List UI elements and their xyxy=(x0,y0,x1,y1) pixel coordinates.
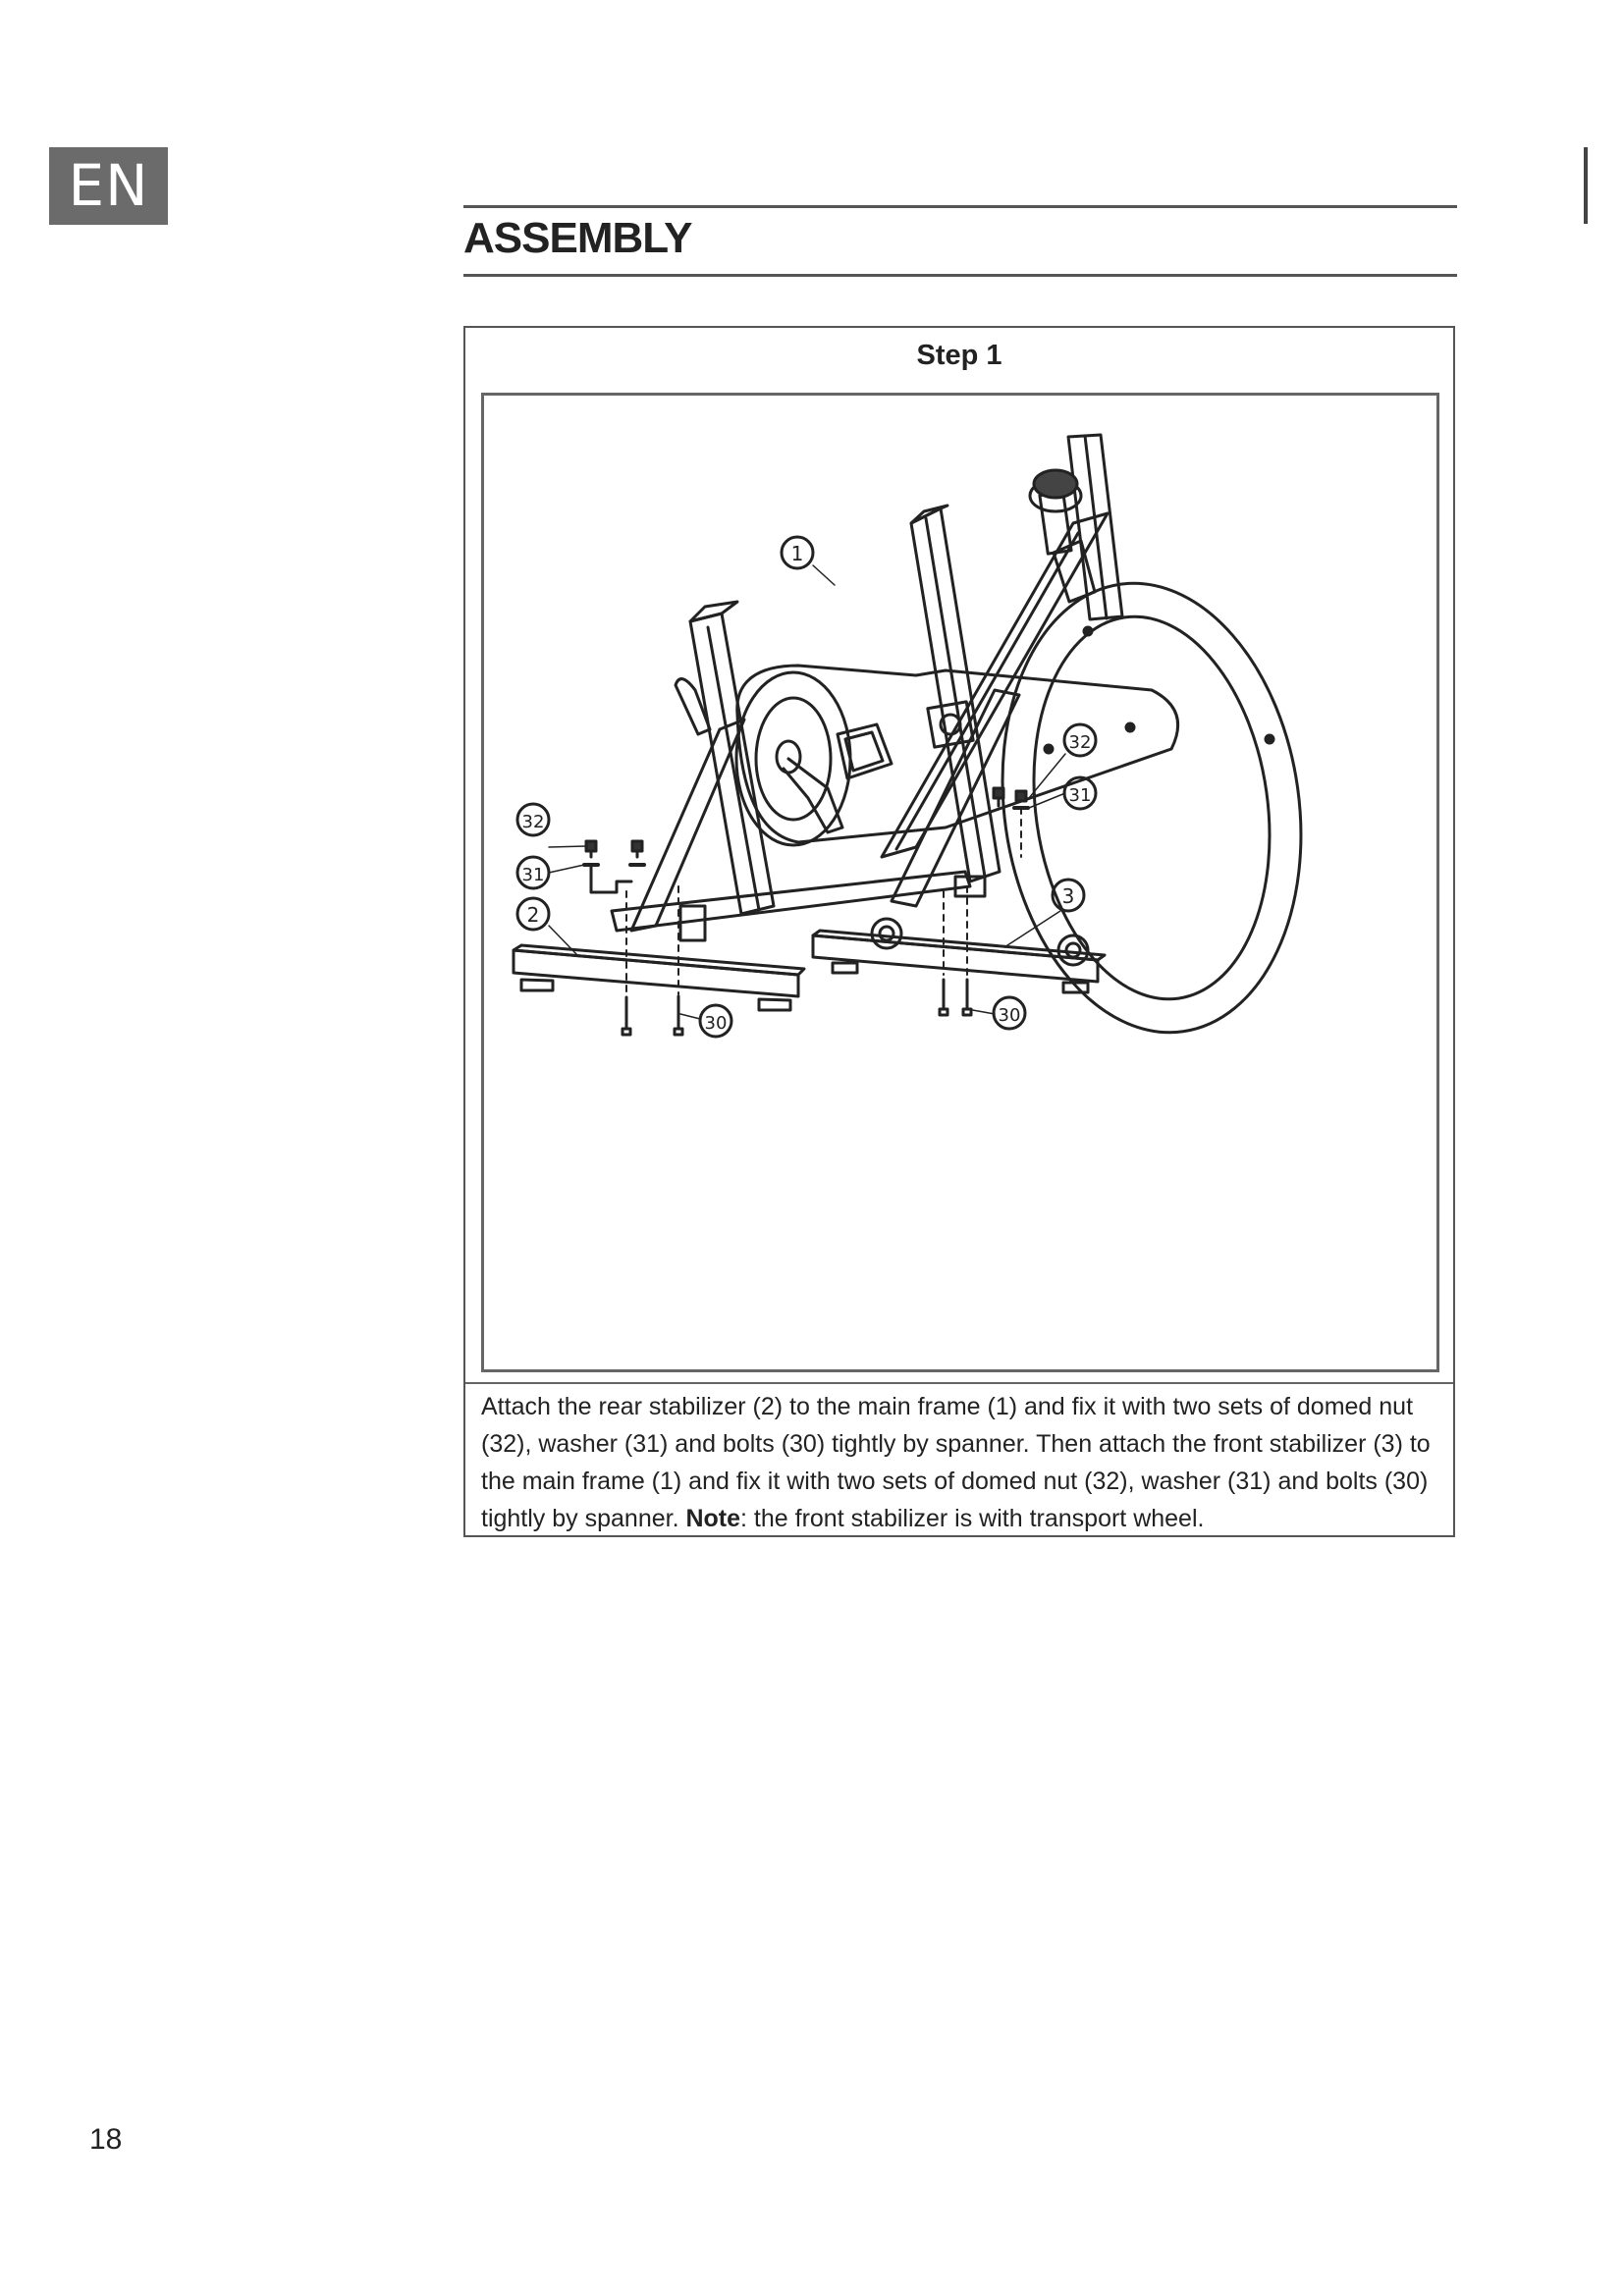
exercise-bike-drawing xyxy=(484,396,1436,1369)
front-fork-tube xyxy=(631,602,774,931)
callout-30-left-label: 30 xyxy=(704,1013,728,1034)
language-badge: EN xyxy=(49,147,168,225)
callout-3-label: 3 xyxy=(1061,884,1075,908)
chain-guard xyxy=(676,666,1178,845)
figure-text-separator xyxy=(465,1382,1453,1384)
step-box xyxy=(463,326,1455,1537)
rear-stabilizer xyxy=(514,945,804,1010)
callout-32-left-label: 32 xyxy=(521,812,545,832)
callout-2-label: 2 xyxy=(526,903,540,927)
front-stabilizer xyxy=(813,919,1105,992)
step-instructions xyxy=(481,1388,1443,1537)
step-title: Step 1 xyxy=(916,340,1002,371)
callout-31-right-label: 31 xyxy=(1068,785,1092,806)
callout-32-left xyxy=(517,804,549,835)
callout-31-left xyxy=(517,857,549,888)
callout-32-right-label: 32 xyxy=(1068,732,1092,753)
page-number: 18 xyxy=(89,2123,123,2156)
callout-30-right-label: 30 xyxy=(998,1005,1021,1026)
instructions-text-2: : the front stabilizer is with transport wheel. xyxy=(740,1505,1205,1532)
callout-1 xyxy=(782,537,813,568)
callout-2 xyxy=(517,898,549,930)
callout-31-left-label: 31 xyxy=(521,865,545,885)
section-title: ASSEMBLY xyxy=(463,214,692,262)
note-label: Note xyxy=(685,1505,741,1532)
title-rule-bottom xyxy=(463,274,1457,277)
callout-30-left xyxy=(700,1005,731,1037)
assembly-diagram xyxy=(481,393,1439,1372)
title-rule-top xyxy=(463,205,1457,208)
instructions-text-1: Attach the rear stabilizer (2) to the main frame (1) and fix it with two sets of domed nut (32), washer (31) and bolts (30) tightly by spanner. Then attach the front stabilizer (3) to the main frame (1) and fix it with two sets of domed nut (32), washer (31) and bolts (30) tightly by spanner. xyxy=(481,1393,1431,1532)
callout-1-label: 1 xyxy=(790,542,804,565)
callout-32-right xyxy=(1064,724,1096,756)
callout-30-right xyxy=(994,997,1025,1029)
page-edge-marker xyxy=(1584,147,1588,224)
